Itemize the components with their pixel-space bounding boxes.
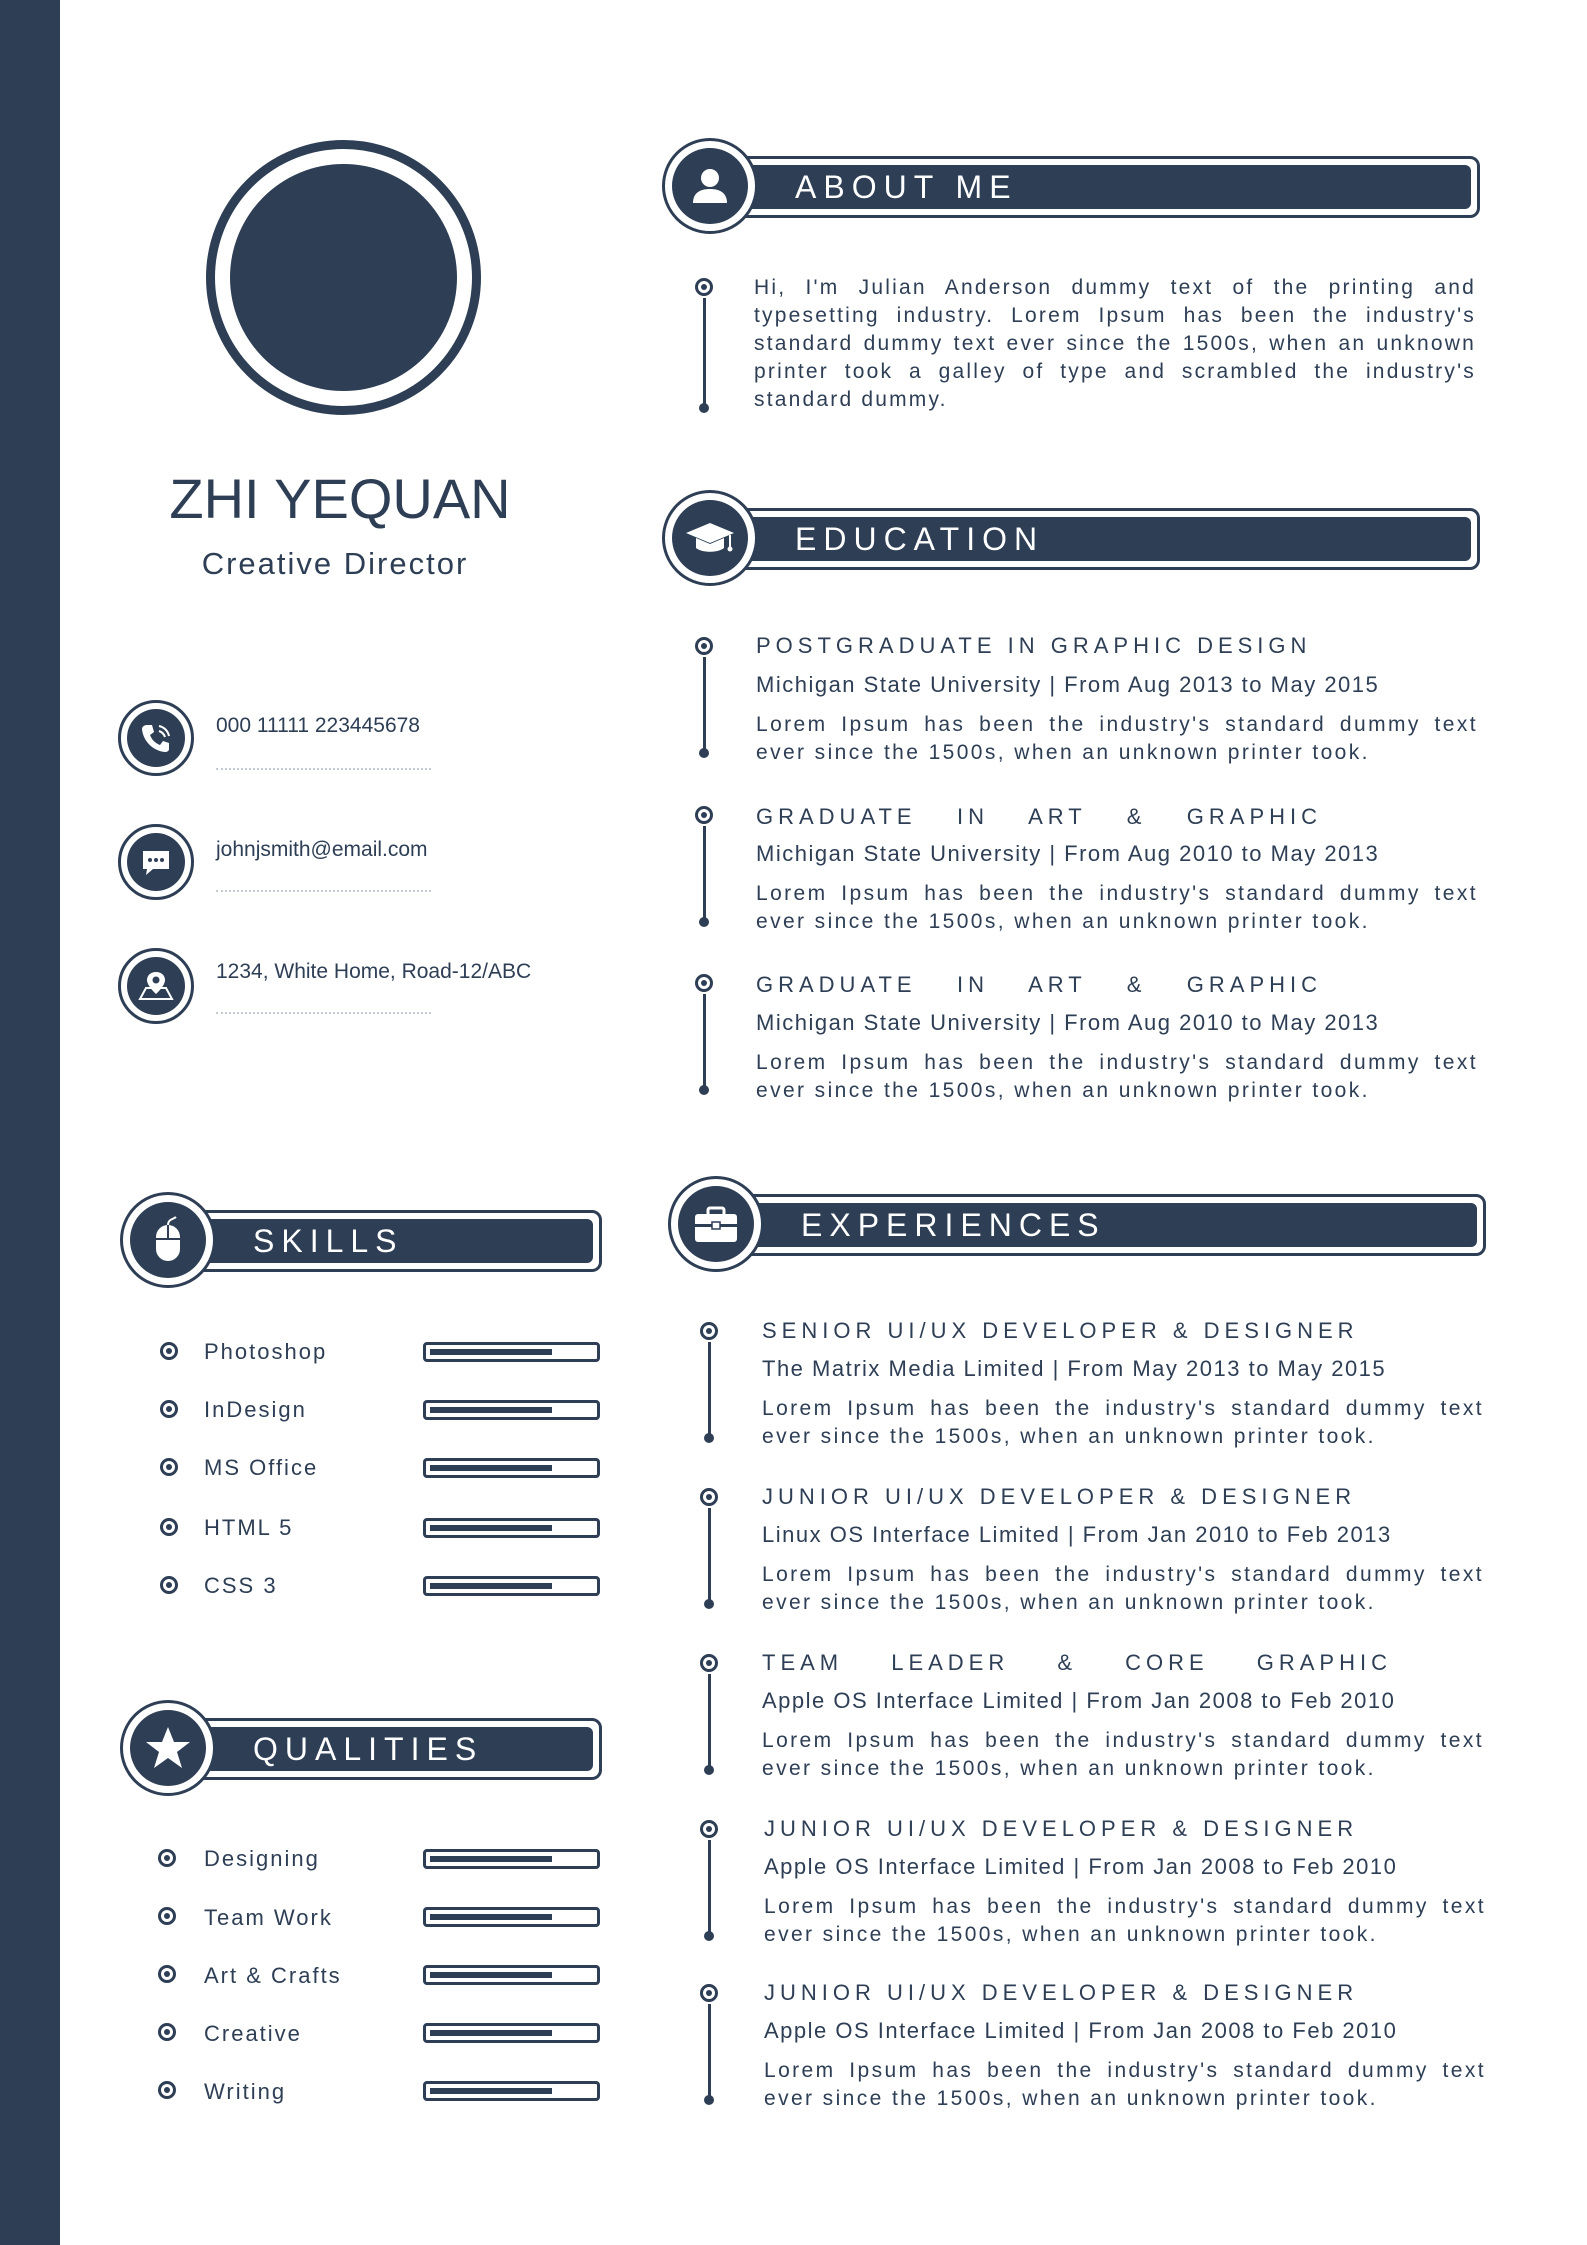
quality-bar-fill bbox=[430, 1914, 552, 1920]
experience-sub: Linux OS Interface Limited | From Jan 2010 to Feb 2013 bbox=[762, 1522, 1392, 1547]
section-title-skills: SKILLS bbox=[253, 1222, 404, 1259]
contact-email: johnjsmith@email.com bbox=[216, 838, 428, 861]
skill-bar bbox=[423, 1518, 600, 1538]
education-title: POSTGRADUATE IN GRAPHIC DESIGN bbox=[756, 633, 1312, 658]
skill-bar-fill bbox=[430, 1407, 552, 1413]
about-header-icon-badge bbox=[662, 138, 758, 234]
timeline-line bbox=[703, 826, 706, 920]
timeline-line bbox=[708, 1342, 711, 1436]
skill-bar-fill bbox=[430, 1349, 552, 1355]
skill-label: Photoshop bbox=[204, 1339, 328, 1364]
graduation-cap-icon bbox=[682, 515, 738, 561]
experience-sub: The Matrix Media Limited | From May 2013 to May 2015 bbox=[762, 1356, 1387, 1381]
experience-title: JUNIOR UI/UX DEVELOPER & DESIGNER bbox=[762, 1484, 1357, 1509]
phone-icon-badge bbox=[118, 700, 194, 776]
skill-dot bbox=[160, 1342, 178, 1360]
skill-bar bbox=[423, 1400, 600, 1420]
experience-title: TEAM LEADER & CORE GRAPHIC bbox=[762, 1650, 1392, 1675]
quality-dot bbox=[158, 1965, 176, 1983]
contact-divider bbox=[216, 1012, 431, 1016]
quality-dot bbox=[158, 1907, 176, 1925]
chat-icon bbox=[138, 844, 174, 880]
experiences-header-bar bbox=[706, 1194, 1486, 1256]
timeline-line bbox=[708, 1840, 711, 1934]
section-title-qualities: QUALITIES bbox=[253, 1730, 484, 1767]
experience-desc: Lorem Ipsum has been the industry's standard dummy text ever since the 1500s, when an unknown printer took. bbox=[764, 2059, 1486, 2110]
quality-dot bbox=[158, 2081, 176, 2099]
timeline-end bbox=[704, 1765, 714, 1775]
section-title-education: EDUCATION bbox=[795, 520, 1045, 557]
map-pin-icon-badge bbox=[118, 948, 194, 1024]
timeline-line bbox=[708, 2004, 711, 2098]
skill-dot bbox=[160, 1458, 178, 1476]
skill-bar bbox=[423, 1342, 600, 1362]
skill-dot bbox=[160, 1518, 178, 1536]
timeline-end bbox=[704, 1599, 714, 1609]
timeline-line bbox=[708, 1674, 711, 1768]
skill-label: HTML 5 bbox=[204, 1515, 294, 1540]
user-icon bbox=[687, 163, 733, 209]
quality-bar bbox=[423, 1907, 600, 1927]
profile-photo bbox=[206, 140, 481, 415]
quality-bar-fill bbox=[430, 2088, 552, 2094]
quality-label: Team Work bbox=[204, 1905, 333, 1930]
quality-bar-fill bbox=[430, 2030, 552, 2036]
quality-bar bbox=[423, 1965, 600, 1985]
mouse-icon bbox=[148, 1215, 188, 1265]
phone-icon bbox=[138, 720, 174, 756]
skills-header-bar bbox=[160, 1210, 602, 1272]
about-text: Hi, I'm Julian Anderson dummy text of the printing and typesetting industry. Lorem Ipsum has been the industry's standard dummy text ever since the 1500s, when an unknown printer took a galley of type and scrambled the industry's standard dummy. bbox=[754, 276, 1476, 411]
experience-title: JUNIOR UI/UX DEVELOPER & DESIGNER bbox=[764, 1980, 1359, 2005]
timeline-end bbox=[699, 1085, 709, 1095]
qualities-header-icon-badge bbox=[120, 1700, 216, 1796]
education-sub: Michigan State University | From Aug 2013 to May 2015 bbox=[756, 672, 1380, 697]
profile-name: ZHI YEQUAN bbox=[169, 467, 511, 530]
timeline-dot bbox=[700, 1820, 718, 1838]
skill-bar-fill bbox=[430, 1465, 552, 1471]
timeline-line bbox=[703, 298, 706, 406]
skill-dot bbox=[160, 1400, 178, 1418]
education-desc: Lorem Ipsum has been the industry's standard dummy text ever since the 1500s, when an unknown printer took. bbox=[756, 1051, 1478, 1102]
experience-title: SENIOR UI/UX DEVELOPER & DESIGNER bbox=[762, 1318, 1359, 1343]
timeline-dot bbox=[695, 974, 713, 992]
timeline-dot bbox=[700, 1488, 718, 1506]
experience-desc: Lorem Ipsum has been the industry's standard dummy text ever since the 1500s, when an unknown printer took. bbox=[762, 1397, 1484, 1448]
quality-label: Creative bbox=[204, 2021, 302, 2046]
profile-role: Creative Director bbox=[201, 546, 469, 581]
skill-label: CSS 3 bbox=[204, 1573, 278, 1598]
education-header-bar bbox=[700, 508, 1480, 570]
timeline-dot bbox=[700, 1322, 718, 1340]
timeline-end bbox=[704, 1931, 714, 1941]
quality-dot bbox=[158, 2023, 176, 2041]
quality-bar-fill bbox=[430, 1856, 552, 1862]
skill-bar-fill bbox=[430, 1525, 552, 1531]
education-sub: Michigan State University | From Aug 2010 to May 2013 bbox=[756, 1010, 1380, 1035]
experiences-header-icon-badge bbox=[668, 1176, 764, 1272]
qualities-header-bar bbox=[160, 1718, 602, 1780]
star-icon bbox=[143, 1723, 193, 1773]
timeline-end bbox=[699, 917, 709, 927]
quality-label: Art & Crafts bbox=[204, 1963, 342, 1988]
briefcase-icon bbox=[691, 1202, 741, 1246]
timeline-end bbox=[699, 403, 709, 413]
timeline-dot bbox=[695, 278, 713, 296]
quality-bar bbox=[423, 2023, 600, 2043]
education-desc: Lorem Ipsum has been the industry's standard dummy text ever since the 1500s, when an unknown printer took. bbox=[756, 713, 1478, 764]
quality-bar-fill bbox=[430, 1972, 552, 1978]
contact-phone: 000 11111 223445678 bbox=[216, 714, 420, 737]
contact-address: 1234, White Home, Road-12/ABC bbox=[216, 960, 532, 983]
skills-header-icon-badge bbox=[120, 1192, 216, 1288]
chat-icon-badge bbox=[118, 824, 194, 900]
timeline-dot bbox=[695, 806, 713, 824]
section-title-about: ABOUT ME bbox=[795, 168, 1018, 205]
about-header-bar bbox=[700, 156, 1480, 218]
experience-desc: Lorem Ipsum has been the industry's standard dummy text ever since the 1500s, when an unknown printer took. bbox=[764, 1895, 1486, 1946]
experience-title: JUNIOR UI/UX DEVELOPER & DESIGNER bbox=[764, 1816, 1359, 1841]
timeline-line bbox=[703, 994, 706, 1088]
quality-label: Designing bbox=[204, 1846, 320, 1871]
experience-sub: Apple OS Interface Limited | From Jan 2008 to Feb 2010 bbox=[762, 1688, 1396, 1713]
timeline-dot bbox=[700, 1654, 718, 1672]
skill-bar bbox=[423, 1458, 600, 1478]
experience-sub: Apple OS Interface Limited | From Jan 2008 to Feb 2010 bbox=[764, 2018, 1398, 2043]
experience-desc: Lorem Ipsum has been the industry's standard dummy text ever since the 1500s, when an unknown printer took. bbox=[762, 1563, 1484, 1614]
skill-label: MS Office bbox=[204, 1455, 319, 1480]
timeline-end bbox=[699, 748, 709, 758]
timeline-dot bbox=[700, 1984, 718, 2002]
left-accent-bar bbox=[0, 0, 60, 2245]
experience-sub: Apple OS Interface Limited | From Jan 2008 to Feb 2010 bbox=[764, 1854, 1398, 1879]
section-title-experiences: EXPERIENCES bbox=[801, 1206, 1106, 1243]
education-sub: Michigan State University | From Aug 2010 to May 2013 bbox=[756, 841, 1380, 866]
skill-bar-fill bbox=[430, 1583, 552, 1589]
map-pin-icon bbox=[136, 966, 176, 1006]
timeline-end bbox=[704, 1433, 714, 1443]
timeline-dot bbox=[695, 637, 713, 655]
education-title: GRADUATE IN ART & GRAPHIC bbox=[756, 804, 1322, 829]
contact-divider bbox=[216, 890, 431, 894]
education-desc: Lorem Ipsum has been the industry's standard dummy text ever since the 1500s, when an unknown printer took. bbox=[756, 882, 1478, 933]
profile-photo-placeholder bbox=[230, 164, 457, 391]
quality-dot bbox=[158, 1849, 176, 1867]
skill-dot bbox=[160, 1576, 178, 1594]
contact-divider bbox=[216, 768, 431, 772]
timeline-line bbox=[708, 1508, 711, 1602]
education-title: GRADUATE IN ART & GRAPHIC bbox=[756, 972, 1322, 997]
quality-label: Writing bbox=[204, 2079, 287, 2104]
timeline-end bbox=[704, 2095, 714, 2105]
quality-bar bbox=[423, 1849, 600, 1869]
education-header-icon-badge bbox=[662, 490, 758, 586]
skill-label: InDesign bbox=[204, 1397, 307, 1422]
quality-bar bbox=[423, 2081, 600, 2101]
skill-bar bbox=[423, 1576, 600, 1596]
experience-desc: Lorem Ipsum has been the industry's standard dummy text ever since the 1500s, when an unknown printer took. bbox=[762, 1729, 1484, 1780]
timeline-line bbox=[703, 657, 706, 751]
